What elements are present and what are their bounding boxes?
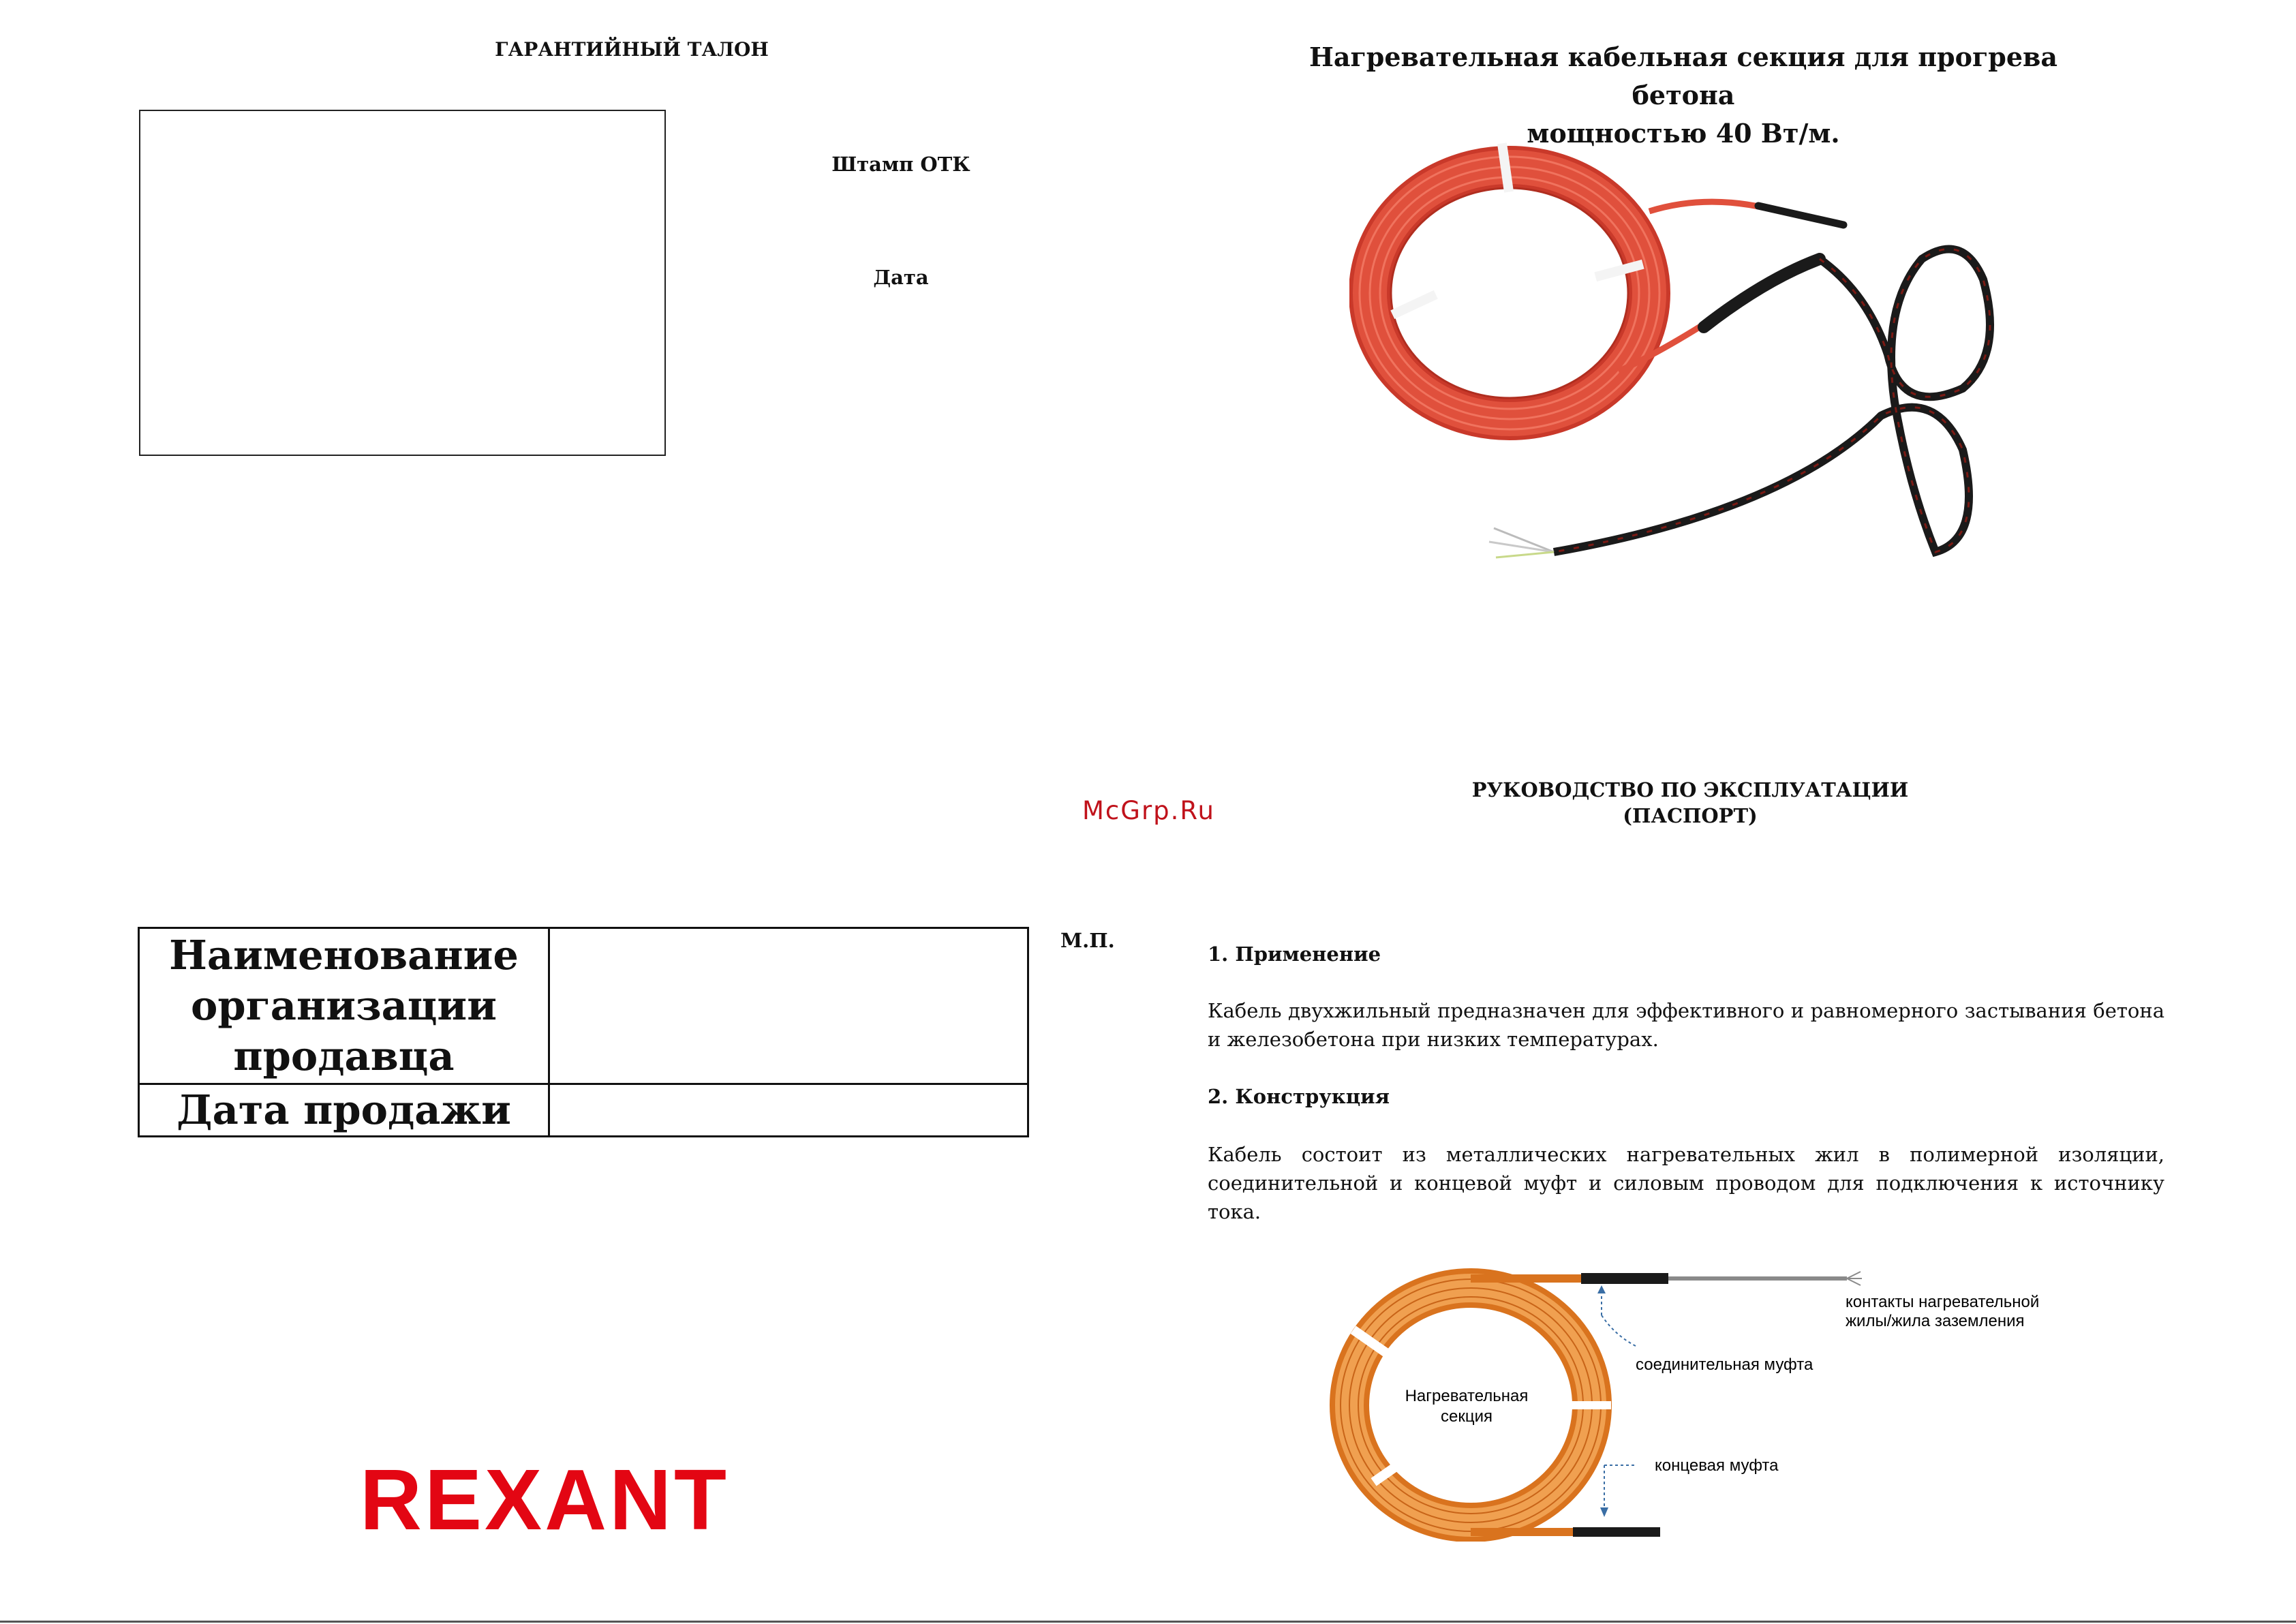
sale-date-label: Дата продажи <box>139 1084 549 1137</box>
warranty-title: ГАРАНТИЙНЫЙ ТАЛОН <box>495 38 769 61</box>
diagram-contacts-label-line1: контакты нагревательной <box>1846 1293 2040 1311</box>
diagram-coupling-label: соединительная муфта <box>1636 1355 1813 1374</box>
manual-title-line1: РУКОВОДСТВО ПО ЭКСПЛУАТАЦИИ <box>1471 778 1909 801</box>
stamp-label: Штамп ОТК <box>831 153 970 176</box>
manual-title <box>1363 777 2017 829</box>
diagram-section-label-line1: Нагревательная <box>1405 1387 1529 1405</box>
diagram-contacts-label-line2: жилы/жила заземления <box>1846 1312 2025 1330</box>
diagram-section-label-line2: секция <box>1441 1407 1493 1426</box>
seller-name-field[interactable] <box>549 928 1028 1084</box>
diagram-end-coupling-label: концевая муфта <box>1655 1456 1779 1475</box>
cable-diagram <box>1315 1261 2079 1542</box>
sale-date-field[interactable] <box>549 1084 1028 1137</box>
cable-coil <box>1360 142 1659 429</box>
page-bottom-rule <box>0 1621 2296 1623</box>
connection-coupling <box>1581 1273 1668 1284</box>
diagram-coil <box>1341 1279 1611 1531</box>
sale-date-row <box>139 1084 1028 1137</box>
product-title-line1: Нагревательная кабельная секция для прогрева бетона <box>1308 42 2058 110</box>
seller-name-row <box>139 928 1028 1084</box>
seller-table <box>138 927 1029 1137</box>
seller-name-label: Наименование организации продавца <box>139 928 549 1084</box>
watermark[interactable]: McGrp.Ru <box>1082 796 1215 825</box>
cable-photo <box>1349 129 2017 579</box>
section-text-application: Кабель двухжильный предназначен для эффективного и равномерного застывания бетона и железобетона при низких температурах. <box>1208 999 2164 1051</box>
date-label: Дата <box>873 266 929 289</box>
rexant-logo: REXANT <box>360 1452 730 1548</box>
section-heading-construction: 2. Конструкция <box>1208 1085 1390 1108</box>
manual-title-line2: (ПАСПОРТ) <box>1623 804 1758 827</box>
end-coupling <box>1573 1527 1660 1537</box>
section-heading-application: 1. Применение <box>1208 943 1381 966</box>
product-title-line2: мощностью 40 Вт/м. <box>1527 118 1840 149</box>
stamp-box <box>139 110 666 456</box>
mp-label: М.П. <box>1060 929 1115 952</box>
section-text-construction: Кабель состоит из металлических нагревательных жил в полимерной изоляции, соединительной и концевой муфт и силовым проводом для подключения к источнику тока. <box>1208 1143 2164 1223</box>
